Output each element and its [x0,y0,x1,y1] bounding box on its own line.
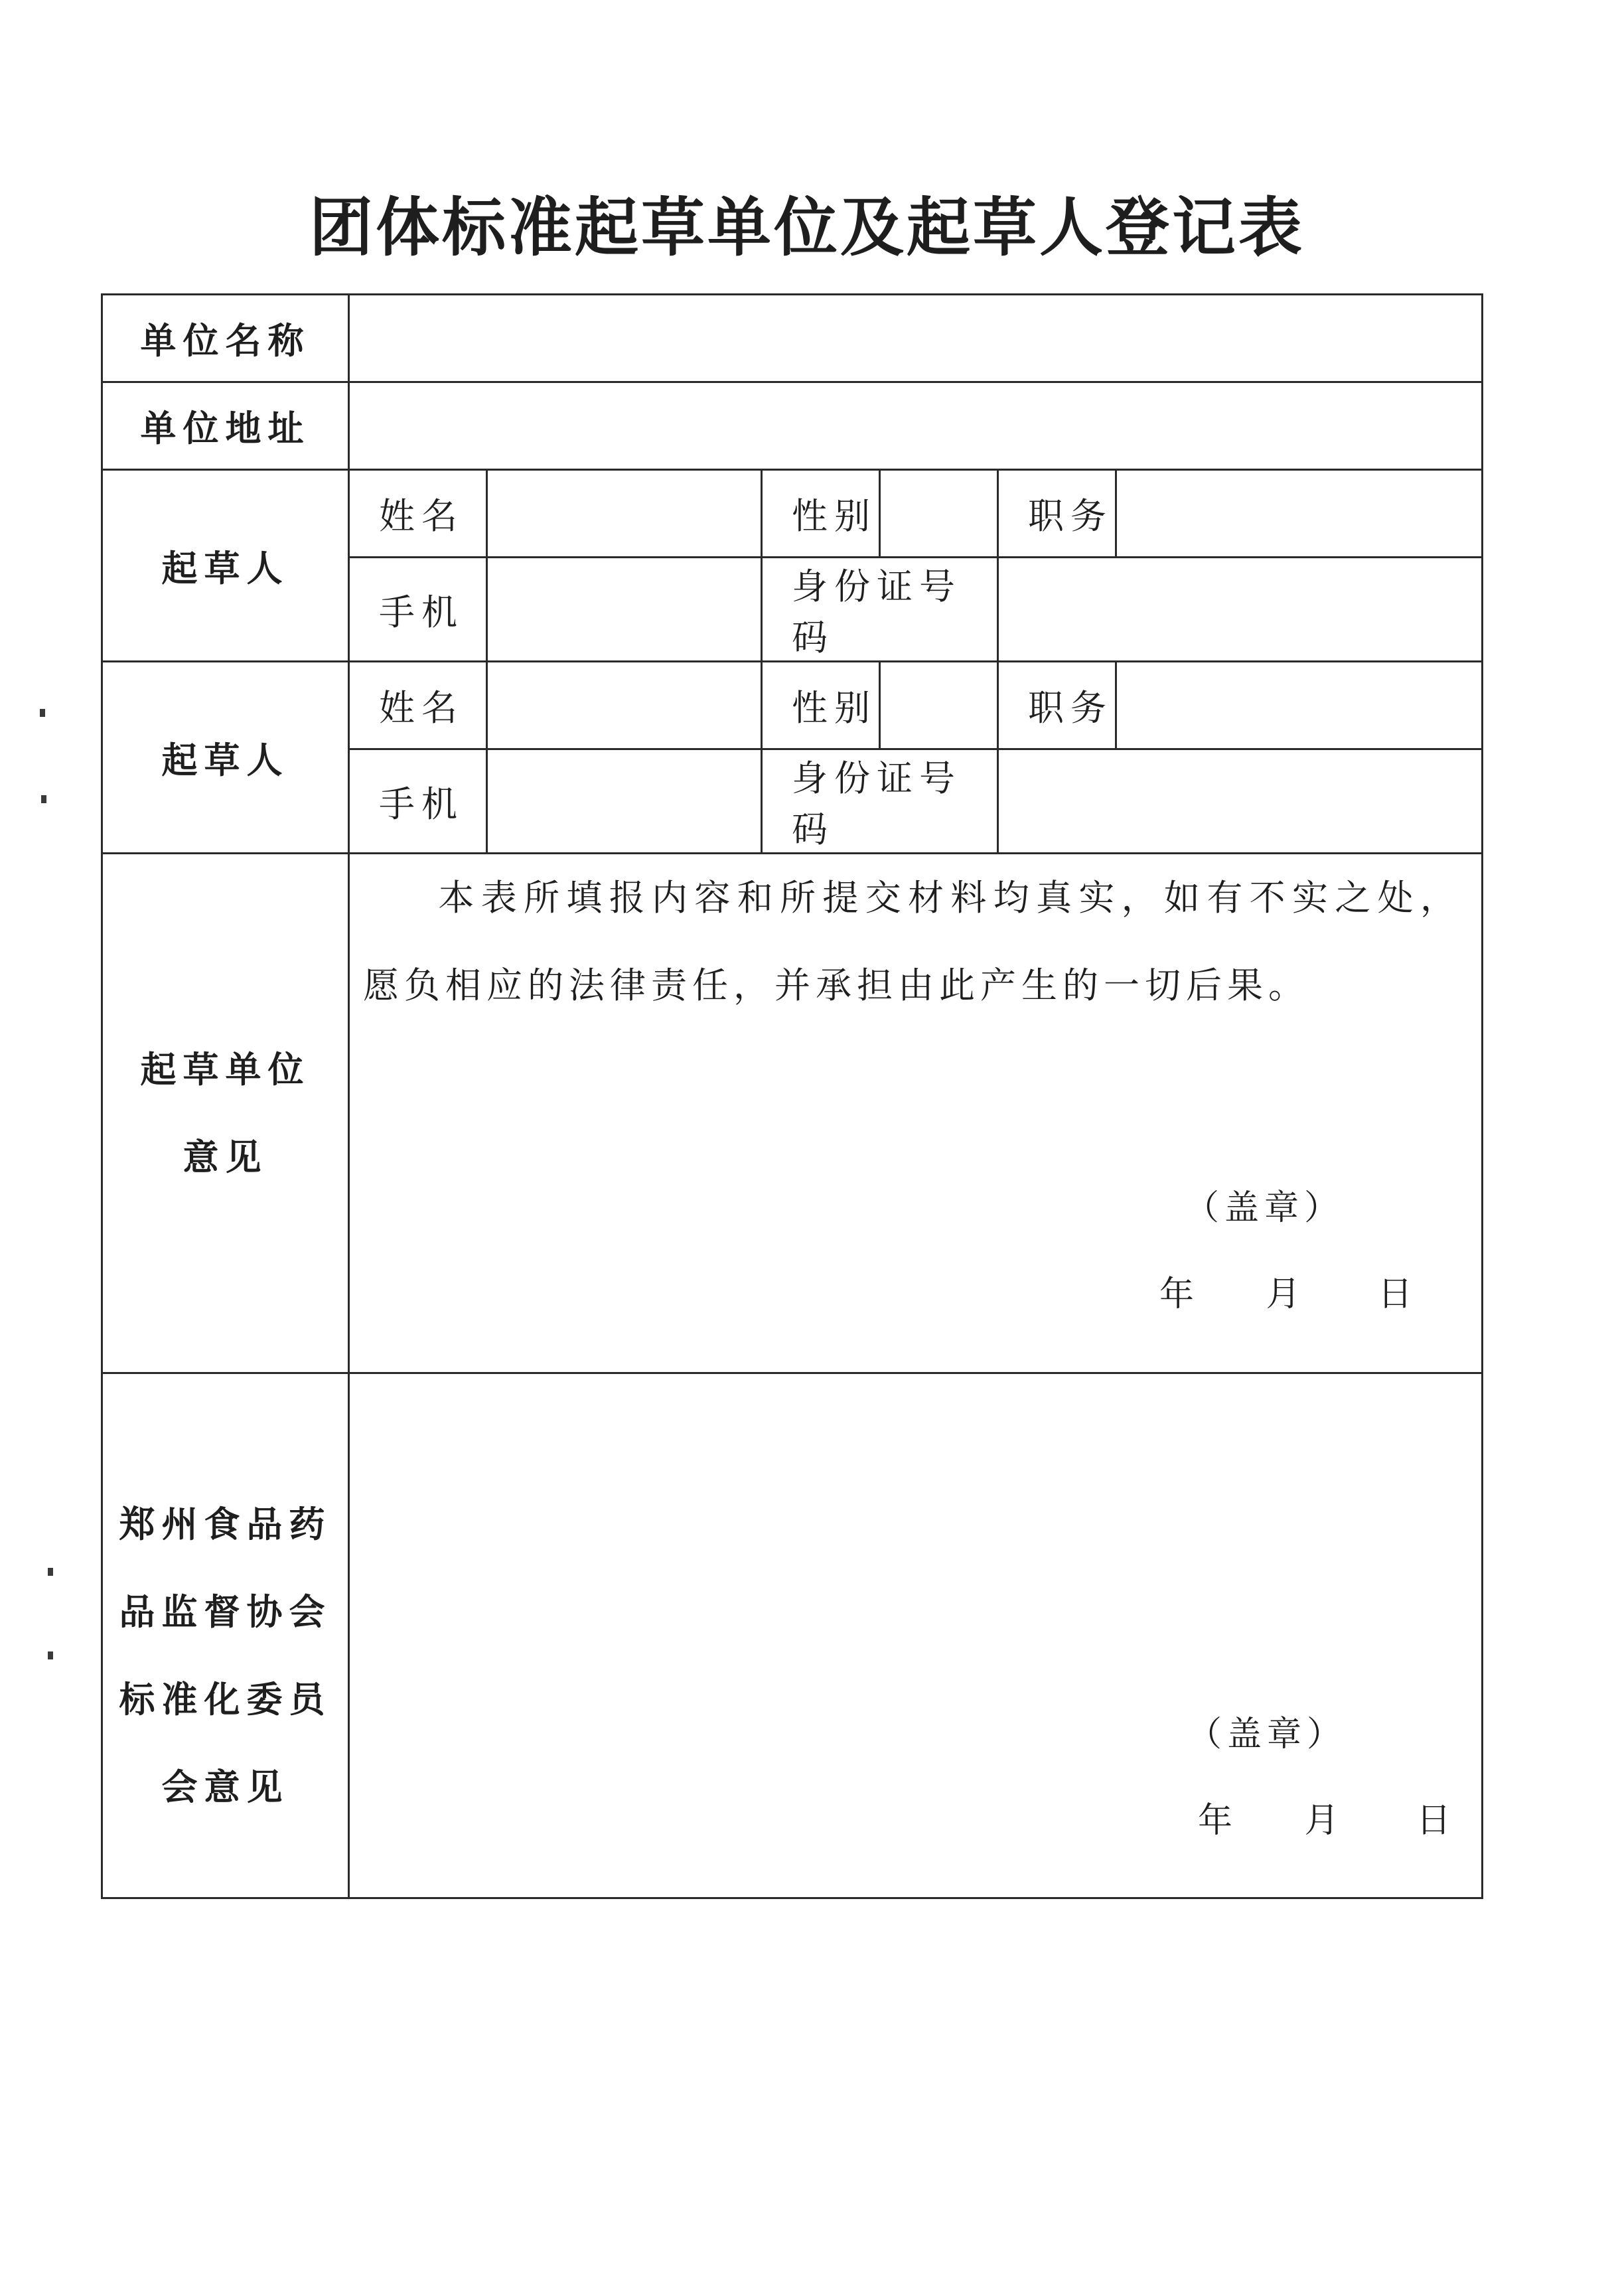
association-date-month: 月 [1304,1801,1339,1841]
drafter-2-position-field[interactable] [1116,662,1483,749]
drafter-2-position-label: 职务 [998,662,1116,749]
drafter-2-id-field[interactable] [998,749,1483,854]
drafter-1-position-label: 职务 [998,470,1116,558]
declaration-statement: 本表所填报内容和所提交材料均真实，如有不实之处，愿负相应的法律责任，并承担由此产生的一切后果。 [363,877,1461,1006]
unit-opinion-row [102,854,1483,1373]
unit-date-month: 月 [1266,1274,1301,1314]
association-date-line [1198,1792,1451,1842]
drafter-2-gender-label: 性别 [762,662,880,749]
unit-date-year: 年 [1159,1274,1195,1314]
drafter-2-phone-field[interactable] [487,749,762,854]
association-opinion-row [102,1373,1483,1898]
registration-form-table [101,293,1483,1899]
scan-speck [40,709,45,717]
association-opinion-label [102,1373,349,1898]
drafter-1-id-field[interactable] [998,558,1483,662]
drafter-1-gender-label: 性别 [762,470,880,558]
drafter-1-name-label: 姓名 [349,470,487,558]
drafter-2-phone-label: 手机 [349,749,487,854]
scan-speck [48,1651,53,1659]
association-opinion-content [350,1374,1481,1897]
drafter-2-row-a [102,662,1483,749]
association-date-day: 日 [1416,1801,1451,1841]
unit-opinion-label [102,854,349,1373]
drafter-1-id-label: 身份证号码 [762,558,998,662]
unit-opinion-cell[interactable] [349,854,1483,1373]
drafter-1-row-a [102,470,1483,558]
unit-seal-label: （盖章） [1185,1188,1345,1228]
drafter-2-name-field[interactable] [487,662,762,749]
association-label-line-1: 郑州食品药 [119,1503,332,1545]
drafter-1-label: 起草人 [102,470,349,662]
scan-speck [48,1568,53,1576]
unit-name-label: 单位名称 [102,295,349,382]
page-title: 团体标准起草单位及起草人登记表 [309,190,1305,265]
unit-name-field[interactable] [349,295,1483,382]
unit-address-label: 单位地址 [102,382,349,470]
association-date-year: 年 [1198,1801,1233,1841]
scan-speck [41,795,46,803]
drafter-1-phone-field[interactable] [487,558,762,662]
drafter-2-id-label: 身份证号码 [762,749,998,854]
association-label-line-4: 会意见 [161,1766,289,1808]
unit-opinion-label-line-2: 意见 [183,1136,268,1178]
drafter-2-gender-field[interactable] [880,662,998,749]
drafter-2-name-label: 姓名 [349,662,487,749]
unit-address-row [102,382,1483,470]
unit-opinion-label-line-1: 起草单位 [140,1048,311,1091]
unit-opinion-content [350,854,1481,1372]
unit-address-field[interactable] [349,382,1483,470]
unit-name-row [102,295,1483,382]
association-label-line-3: 标准化委员 [119,1678,332,1721]
drafter-1-name-field[interactable] [487,470,762,558]
unit-date-day: 日 [1378,1274,1413,1314]
association-label-line-2: 品监督协会 [119,1590,332,1633]
association-seal-label: （盖章） [1187,1715,1347,1754]
drafter-2-label: 起草人 [102,662,349,854]
drafter-1-phone-label: 手机 [349,558,487,662]
drafter-1-position-field[interactable] [1116,470,1483,558]
association-opinion-cell[interactable] [349,1373,1483,1898]
unit-date-line [1159,1266,1412,1316]
drafter-1-gender-field[interactable] [880,470,998,558]
